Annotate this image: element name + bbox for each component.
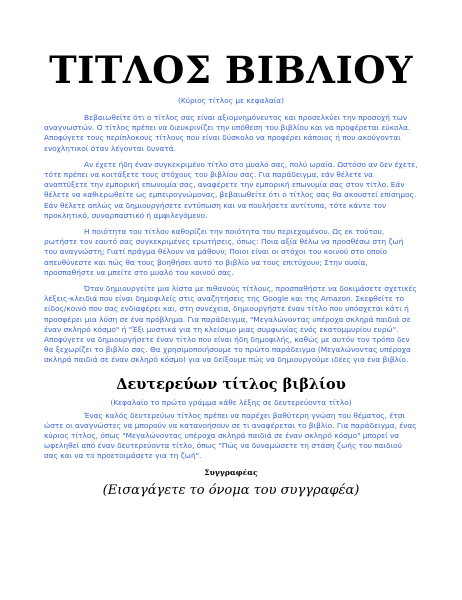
author-label: Συγγραφέας [204, 467, 258, 477]
title-hint[interactable]: (Κύριος τίτλος με κεφαλαία) [177, 96, 285, 105]
book-subtitle[interactable]: Δευτερεύων τίτλος βιβλίου [116, 375, 346, 393]
subtitle-hint[interactable]: (Κεφαλαίο το πρώτο γράμμα κάθε λέξης σε δευτερεύοντα τίτλο) [110, 397, 352, 407]
body-paragraph[interactable]: Όταν δημιουργείτε μια λίστα με πιθανούς τίτλους, προσπαθήστε να δοκιμάσετε σχετικές λέξεις-κλειδιά που είναι δημοφιλείς στις αναζητήσεις της Google και της Amazon. Σκεφθείτε το είδος/κοινό που σας ενδιαφέρει και, στη συνέχεια, δημιουργήστε έναν τίτλο που υπόσχεται κάτι ή προσφέρει μια λύση σε ένα πρόβλημα. Για παράδειγμα, "Μεγαλώνοντας υπέροχα σκληρά παιδιά σε έναν σκληρό κόσμο" ή "Έξι μυστικά για τη κλείσιμο μιας συμφωνίας ενός εκατομμυρίου ευρώ". Αποφύγετε να δημιουργήσετε έναν τίτλο που είναι ήδη δημοφιλής, καθώς με αυτόν τον τρόπο δεν θα ξεχωρίζει το βιβλίο σας. Θα χρησιμοποιήσουμε το πρώτο παράδειγμα (Μεγαλώνοντας υπέροχα σκληρά παιδιά σε έναν σκληρό κόσμο) για να δείξουμε πώς να δημιουργούμε ιδέες για ένα βιβλίο. [44, 284, 417, 365]
subtitle-paragraph[interactable]: Ένας καλός δευτερεύων τίτλος πρέπει να παρέχει βαθύτερη γνώση του θέματος, έτσι ώστε οι αναγνώστες να μπορούν να κατανοήσουν σε τι αναφέρεται το βιβλίο. Για παράδειγμα, ένας κύριος τίτλος, όπως "Μεγαλώνοντας υπέροχα σκληρά παιδιά σε έναν σκληρό κόσμο" μπορεί να ωφεληθεί από έναν δευτερεύοντα τίτλο, όπως "Πώς να δυναμώσετε τη στάση ζωής του παιδιού σας και να το προετοιμάσετε για τη ζωή". [44, 410, 417, 461]
body-paragraph[interactable]: Βεβαιωθείτε ότι ο τίτλος σας είναι αξιομνημόνευτος και προσελκύει την προσοχή των αναγνωστών. Ο τίτλος πρέπει να διευκρινίζει την υπόθεση του βιβλίου και να προφέρεται εύκολα. Αποφύγετε τους περίπλοκους τίτλους που είναι δύσκολο να προφέρει κάποιος ή που ακούγονται ενοχλητικοί όταν λέγονται δυνατά. [44, 113, 411, 153]
body-paragraph[interactable]: Αν έχετε ήδη έναν συγκεκριμένο τίτλο στο μυαλό σας, πολύ ωραία. Ωστόσο αν δεν έχετε, τότε πρέπει να κοιτάξετε τους στόχους του βιβλίου σας. Για παράδειγμα, εάν θέλετε να αναπτύξετε την εμπορική επωνυμία σας, αναφέρετε την εμπορική επωνυμία σας στον τίτλο. Εάν θέλετε να καθιερωθείτε ως εμπειρογνώμονας, βεβαιωθείτε ότι ο τίτλος σας θα ακουστεί επίσημος. Εάν θέλετε απλώς να δημιουργήσετε εντύπωση και να πουλήσετε αντίτυπα, τότε κάντε τον προκλητικό, συναρπαστικό ή αμφιλεγόμενο. [44, 159, 418, 220]
body-paragraph[interactable]: Η ποιότητα του τίτλου καθορίζει την ποιότητα του περιεχομένου. Ως εκ τούτου, ρωτήστε τον εαυτό σας συγκεκριμένες ερωτήσεις, όπως: Ποια αξία θέλω να προσθέσω στη ζωή του αναγνώστη; Γιατί πράγμα θέλουν να μάθουν; Ποιοι είναι οι στόχοι του κοινού στο οποίο απευθύνεστε και πώς θα τους βοηθήσει αυτό το βιβλίο να τους επιτύχουν; Στην ουσία, προσπαθήστε να μπείτε στο μυαλό του κοινού σας. [44, 227, 404, 277]
book-title[interactable]: ΤΙΤΛΟΣ ΒΙΒΛΙΟΥ [49, 48, 413, 92]
author-name[interactable]: (Εισαγάγετε το όνομα του συγγραφέα) [102, 482, 360, 498]
